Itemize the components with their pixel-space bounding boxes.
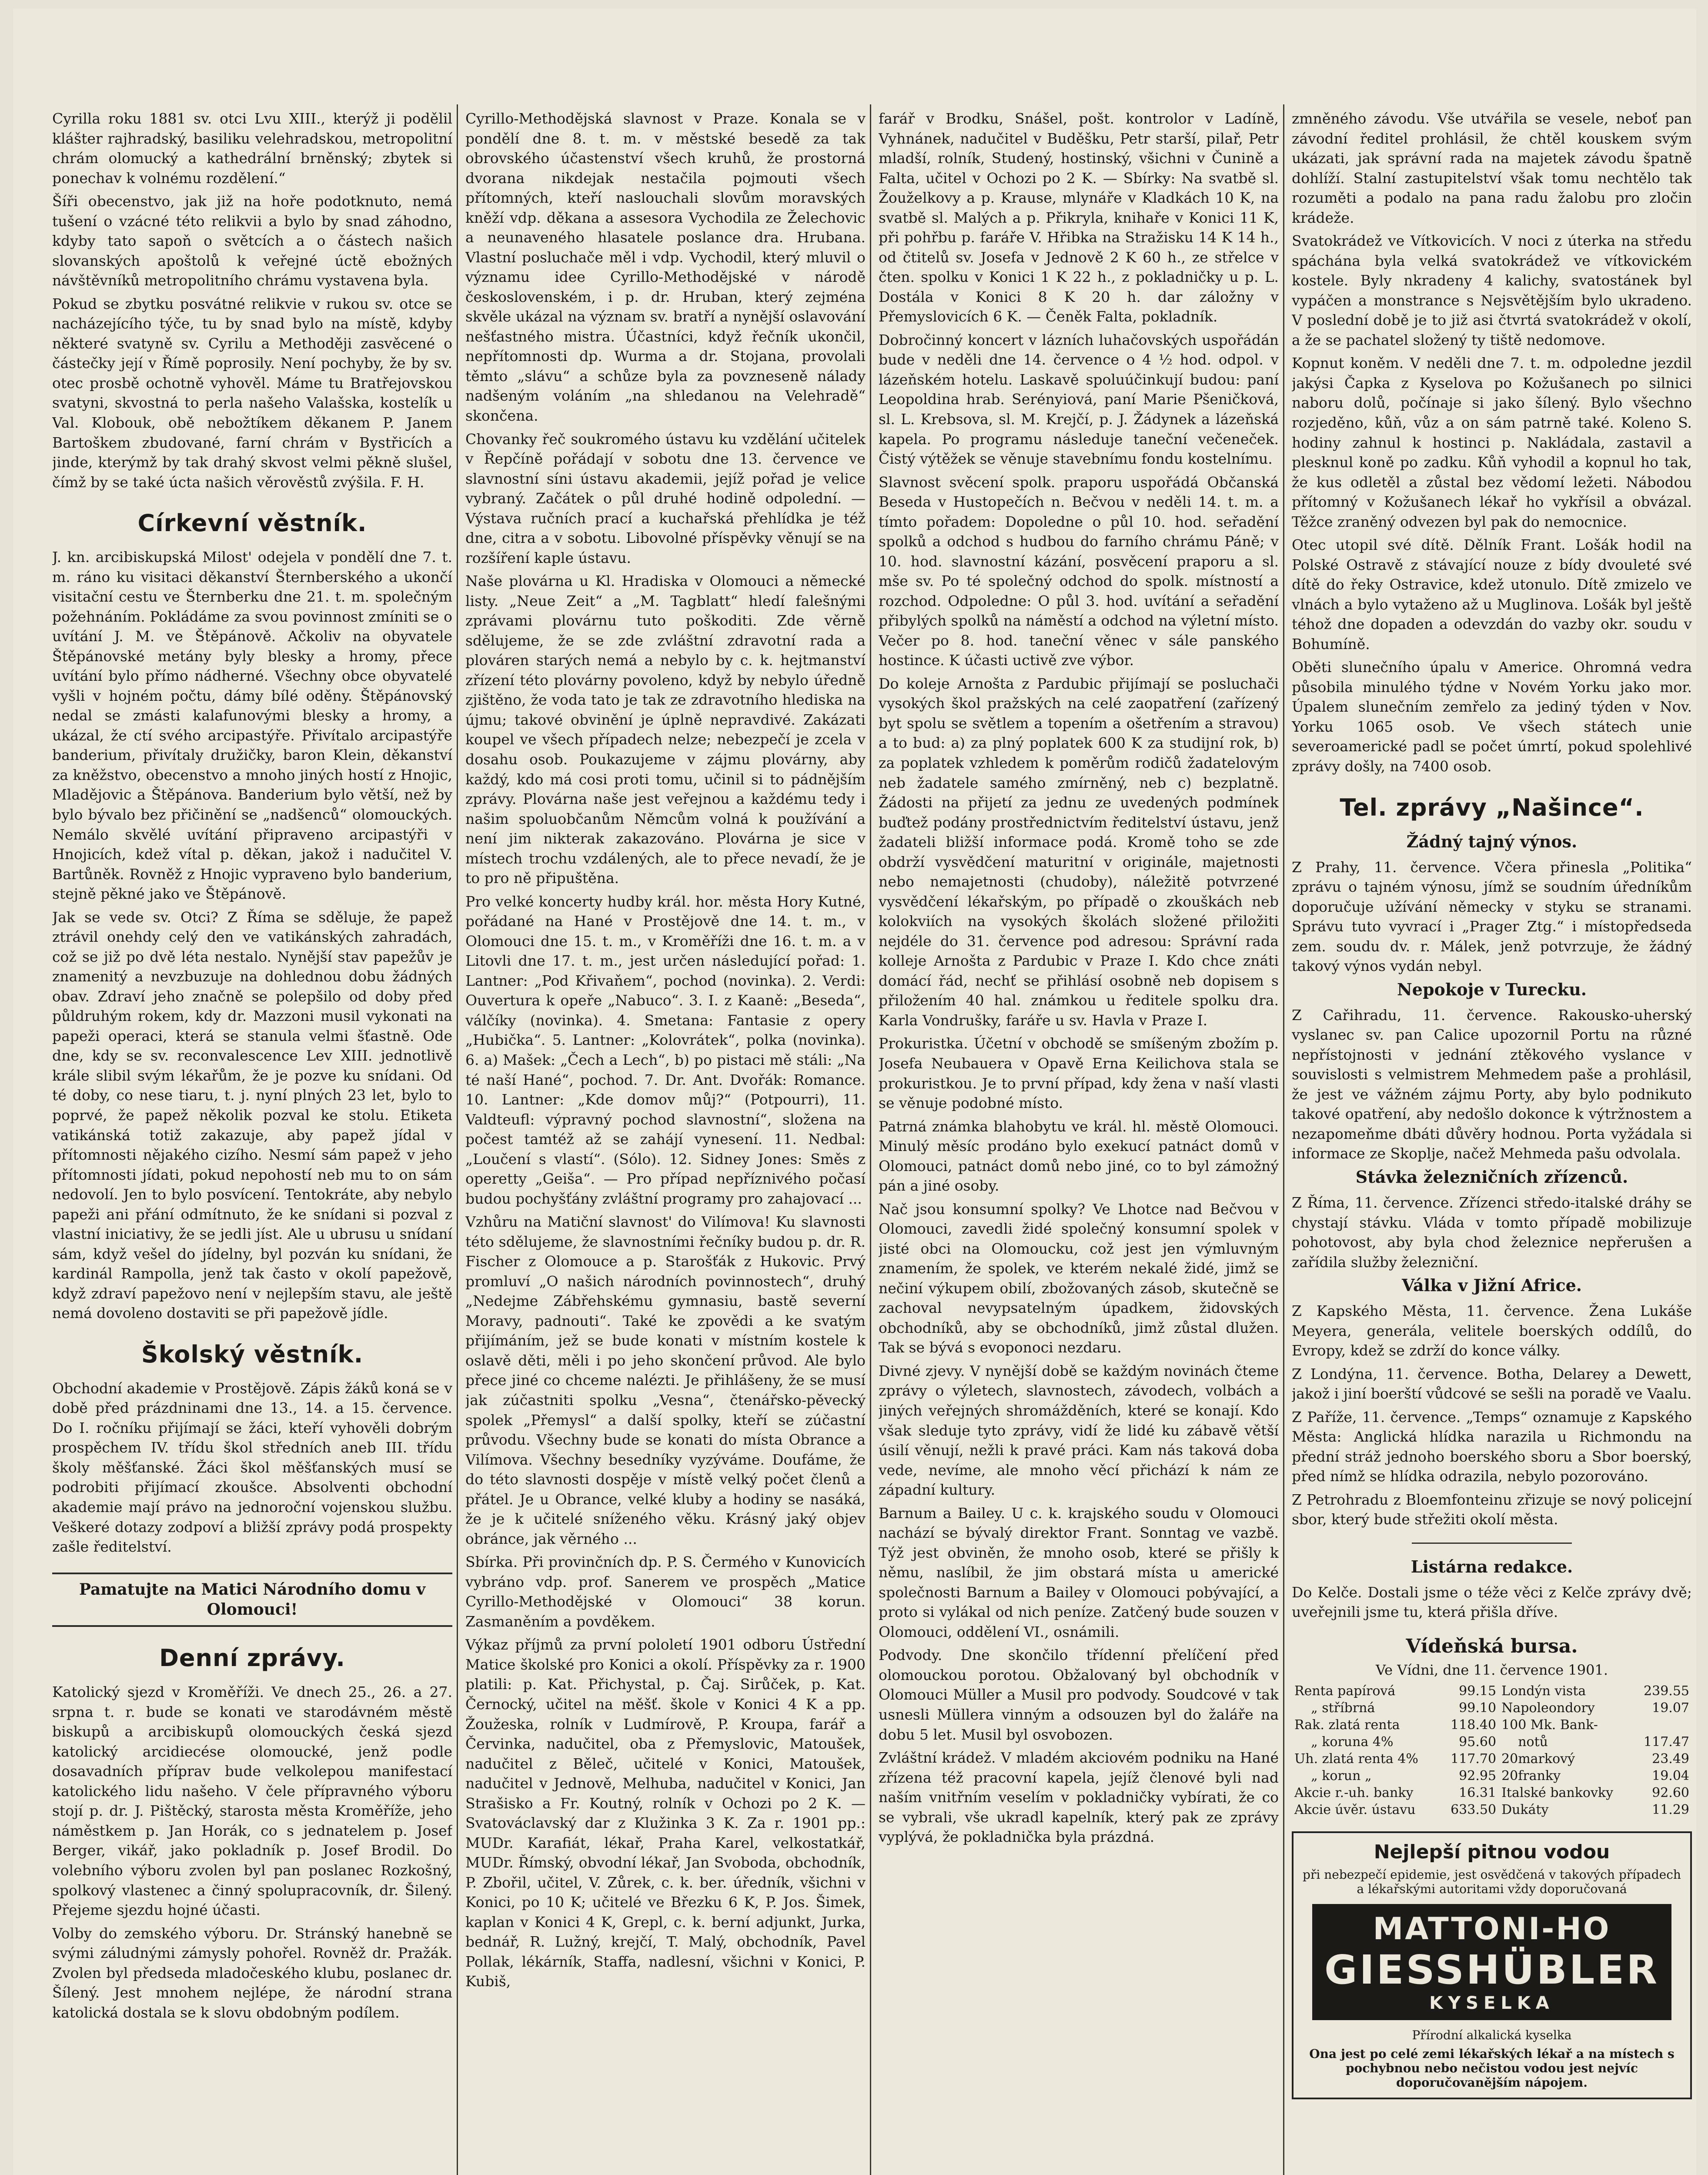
bourse-cell: Renta papírová: [1294, 1683, 1396, 1699]
newspaper-page: [13, 9, 1696, 2175]
article-text: Naše plovárna u Kl. Hradiska v Olomouci a německé listy. „Neue Zeit“ a „M. Tagblatt“ hledí falešnými zprávami plovárnu tuto poškoditi. Zde věrně sdělujeme, že se zde zvláštní zdravotní rada a plováren starých nemá a nebylo by c. k. hejtmanství zřízení této plovárny povoleno, když by nebylo úředně zjištěno, že voda tato je tak ze zdravotního hlediska na újmu; takové obvinění je úplně nepravdivé. Zakázati koupel ve všech případech nelze; nebezpečí je zcela v dosahu osob. Poukazujeme v zájmu plovárny, aby každý, kdo má cosi proti tomu, učinil si to pádnějším zprávy. Plovárna naše jest veřejnou a každému tedy i našim spoluobčanům Němcům volná k používání a není jim nikterak zakazováno. Plovárna je sice v místech trochu vzdálených, ale to přece nevadí, že je to pro ně připuštěna.: [465, 572, 866, 887]
bourse-cell: 92.60: [1652, 1785, 1689, 1800]
bourse-cell: 117.70: [1451, 1751, 1497, 1767]
column-rule: [1283, 104, 1284, 2175]
bourse-cell: 633.50: [1451, 1802, 1497, 1817]
bourse-cell: Dukáty: [1501, 1802, 1549, 1817]
bourse-row: [1292, 1801, 1692, 1818]
bourse-cell: [1633, 1717, 1692, 1733]
article-text: Pro velké koncerty hudby král. hor. města Hory Kutné, pořádané na Hané v Prostějově dne 14. t. m., v Olomouci dne 15. t. m., v Kroměříži dne 16. t. m. a v Litovli dne 17. t. m., jest určen následující pořad: 1. Lantner: „Pod Křivaňem“, pochod (novinka). 2. Verdi: Ouvertura k opeře „Nabuco“. 3. I. z Kaaně: „Beseda“, válčíky (novinka). 4. Smetana: Fantasie z opery „Hubička“. 5. Lantner: „Kolovrátek“, polka (novinka). 6. a) Mašek: „Čech a Lech“, b) po pistaci mě stáli: „Na té naší Hané“, pochod. 7. Dr. Ant. Dvořák: Romance. 10. Lantner: „Kde domov můj?“ (Potpourri), 11. Valdteufl: výpravný pochod slavnostní“, složena na počest tamtéž až se zahájí vynesení. 11. Nedbal: „Loučení s vlastí“. (Sólo). 12. Sidney Jones: Směs z operetty „Geiša“. — Pro případ nepříznivého počasí budou pochyšťány zvláštní programy pro zahajovací ...: [465, 893, 866, 1207]
bourse-row: [1292, 1733, 1692, 1750]
bourse-cell: 23.49: [1652, 1751, 1689, 1767]
article-text: Prokuristka. Účetní v obchodě se smíšeným zbožím p. Josefa Neubauera v Opavě Erna Keilichova stala se prokuristkou. Je to první případ, kdy žena v naší vlasti se věnuje podobné místo.: [879, 1035, 1279, 1112]
bourse-cell: 20franky: [1501, 1768, 1561, 1784]
article-text: Z Londýna, 11. července. Botha, Delarey a Dewett, jakož i jiní boerští vůdcové se sešli na poradě ve Vaalu.: [1292, 1365, 1692, 1402]
bourse-cell: „ korun „: [1294, 1768, 1372, 1784]
subheading: Stávka železničních zřízenců.: [1355, 1167, 1628, 1187]
bourse-cell: 19.04: [1652, 1768, 1689, 1784]
article-text: Kopnut koněm. V neděli dne 7. t. m. odpoledne jezdil jakýsi Čapka z Kyselova po Kožušanech po silnici naboru dolů, počínaje si jako šílený. Bylo všechno rozjeděno, kůň, vůz a on sám patrně také. Koleno S. hodiny zahnul k hostinci p. Nakládala, zastavil a plesknul koně po zadku. Kůň vyhodil a kopnul ho tak, že kus odletěl a zůstal bez vědomí ležeti. Nábodou přítomný v Kožušanech lékař ho vykřísil a obvázal. Těžce zraněný odvezen byl pak do nemocnice.: [1292, 355, 1692, 530]
article-text: Vzhůru na Matiční slavnost' do Vilímova! Ku slavnosti této sdělujeme, že slavnostními řečníky budou p. dr. R. Fischer z Olomouce a p. Starošťák z Hukovic. Prvý promluví „O našich národních povinnostech“, druhý „Nedejme Zábřehskému gymnasiu, bastě severní Moravy, padnouti“. Také ke zpovědi a ke svatým přijímáním, jež se bude konati v místním kostele k oslavě děti, měli i po jeho skončení průvod. Ale bylo přece jiné co chceme nalézti. Je přihlášeny, že se musí jak zúčastniti spolku „Vesna“, čtenářsko-pěvecký spolek „Přemysl“ a další spolky, kteří se zúčastní průvodu. Všechny bude se konati do místa Obrance a Vilímova. Všechny besedníky vyzýváme. Doufáme, že do této slavnosti dospěje v místě velký počet členů a přátel. Je u Obrance, velké kluby a hodiny se nasáká, že je k učitelé sníženého věku. Krásný jaký objev obránce, jak věrného ...: [465, 1213, 866, 1547]
bourse-cell: „ stříbrná: [1294, 1700, 1375, 1716]
ad-side-note: Přírodní alkalická kyselka: [1412, 2028, 1572, 2042]
article-text: Nač jsou konsumní spolky? Ve Lhotce nad Bečvou v Olomouci, zavedli židé společný konsumní spolek v jisté obci na Olomoucku, což jest jen výmluvným znamením, že spolek, ve kterém nekalé židé, jimž se nečiní výkupem obilí, zbožovaných zásob, skutečně se zachoval nevypsatelným úpadkem, židovských obchodníků, aby se obchodníků, jimž zůstal dlužen. Tak se bývá s evoponoci nezdaru.: [879, 1200, 1279, 1356]
article-text: Z Paříže, 11. července. „Temps“ oznamuje z Kapského Města: Anglická hlídka narazila u Richmondu na přední stráž jednoho boerského sboru a Sbor boerský, před nímž se hlídka odrazila, nebylo pozorováno.: [1292, 1408, 1692, 1485]
article-text: Sbírka. Při provinčních dp. P. S. Čermého v Kunovicích vybráno vdp. prof. Sanerem ve prospěch „Matice Cyrillo-Methodějské v Olomouci“ 38 korun. Zasmaněním a povděkem.: [465, 1553, 866, 1630]
article-text: Cyrilla roku 1881 sv. otci Lvu XIII., kterýž ji podělil klášter rajhradský, basiliku velehradskou, metropolitní chrám olomucký a kathedrální brněnský; zbytek si ponechav k volnému rozdělení.“: [52, 110, 452, 187]
bourse-cell: Rak. zlatá renta: [1294, 1717, 1400, 1733]
column-4: [1292, 109, 1692, 2175]
article-text: Slavnost svěcení spolk. praporu uspořádá Občanská Beseda v Hustopečích n. Bečvou v neděli 14. t. m. a tímto pořadem: Dopoledne o půl 10. hod. seřadění spolků a odchod s hudbou do farního chrámu Páně; v 10. hod. slavnostní kázání, posvěcení praporu a sl. mše sv. Po té společný odchod do spolk. místností a rozchod. Odpoledne: O půl 3. hod. uvítání a seřadění přibylých spolků na náměstí a odchod na výletní místo. Večer po 8. hod. taneční věnec v sále panského hostince. K účasti uctivě zve výbor.: [879, 473, 1279, 669]
ad-brand-line: GIESSHÜBLER: [1324, 1947, 1660, 1993]
article-text: Šíři obecenstvo, jak již na hoře podotknuto, nemá tušení o vzácné této relikvii a bylo by snad záhodno, kdyby tato sapoň o světcích a o částech našich slovanských apoštolů k veřejné úctě ebožných návštěvníků metropolitního chrámu vystavena byla.: [52, 193, 452, 289]
article-text: Do koleje Arnošta z Pardubic přijímají se posluchači vysokých škol pražských na celé zaopatření (zařízený byt spolu se světlem a topením a ošetřením a stravou) a to bud: a) za plný poplatek 600 K za studijní rok, b) za poplatek vzhledem k poměrům rodičů žadatelovým neb žadatele samého zmírněný, neb c) bezplatně. Žádosti na přijetí za jednu ze uvedených podmínek buďtež podány prostřednictvím ředitelství ústavu, jenž žadateli bližší informace podá. Kromě toho se zde obdrží vysvědčení maturitní v originále, majetnosti nebo nemajetnosti (chudoby), náležitě potvrzené vysvědčení lékařským, po případě o zkouškách neb kolokviích na vysokých školách složené přiložiti nejdéle do 31. července pod adresou: Správní rada kolleje Arnošta z Pardubic v Praze I. Kdo chce znáti domácí řád, nechť se přihlásí osobně neb dopisem s přiložením 40 hal. známkou u ředitele spolku dra. Karla Vondrušky, faráře u sv. Havla v Praze I.: [879, 675, 1279, 1029]
ad-brand-line: MATTONI-HO: [1373, 1911, 1611, 1947]
bourse-cell: „ koruna 4%: [1294, 1734, 1394, 1750]
bourse-cell: 118.40: [1451, 1717, 1497, 1733]
bourse-date: Ve Vídni, dne 11. července 1901.: [1376, 1662, 1608, 1678]
letters-heading: Listárna redakce.: [1411, 1556, 1573, 1576]
article-text: Jak se vede sv. Otci? Z Říma se sděluje, že papež ztrávil onehdy celý den ve vatikánských zahradách, což se již po dvě léta nestalo. Nynější stav papežův je znamenitý a nevzbuzuje na dohlednou dobu žádných obav. Zdraví jeho značně se polepšilo od doby před půldruhým rokem, kdy dr. Mazzoni musil vykonati na papeži operaci, která se stanula velmi šťastně. Ode dne, kdy se sv. reconvalescence Lev XIII. jednotlivě krále slibil svým lékařům, že je pozve ku snídani. Od té doby, co nese tiaru, t. j. nyní plných 23 let, bylo to poprvé, že papež několik pozval ke stolu. Etiketa vatikánská totiž zakazuje, aby papež jídal v přítomnosti nějakého cizího. Nesmí sám papež v jeho přítomnosti jídati, pokud nepohostí neb mu to on sám nedovolí. Jen to bylo posvícení. Tentokráte, aby nebylo papeži ani přání odmítnuto, že ke snídani si pozval z vlastní iniciativy, že se jedli jíst. Ale u ubrusu u snídaní sám, když vešel do jídelny, byl pozván ku snídani, že kardinál Rampolla, jenž tak často v okolí papežově, když zdraví papežovo není v nejlepším stavu, ale ještě nemá dovoleno dostaviti se při papežově jídle.: [52, 908, 452, 1322]
column-1: [52, 109, 452, 2175]
article-text: Svatokrádež ve Vítkovicích. V noci z úterka na středu spáchána byla velká svatokrádež ve vítkovickém kostele. Byly nkradeny 4 kalichy, svatostánek byl vypáčen a monstrance s Nejsvětějším bylo ukradeno. V poslední době je to již asi čtvrtá svatokrádež v okolí, a že se pachatel složený ty tiště nedomove.: [1292, 232, 1692, 348]
article-text: Z Cařihradu, 11. července. Rakousko-uherský vyslanec sv. pan Calice upozornil Portu na různé nepřístojnosti v jednání ztěkového vyslance v souvislosti s velmistrem Mehmedem paše a prohlásil, že jest ve vážném zájmu Porty, aby bylo podnikuto takové opatření, aby nedošlo dokonce k výtržnostem a nezapomeňme dbáti důvěry hodnou. Porta vyžádala si informace ze Skoplje, načež Mehmeda pašu odvolala.: [1292, 1006, 1692, 1162]
bourse-cell: 99.15: [1459, 1683, 1497, 1699]
subheading: Žádný tajný výnos.: [1406, 831, 1578, 851]
article-text: Z Prahy, 11. července. Včera přinesla „Politika“ zprávu o tajném výnosu, jímž se soudním úředníkům doporučuje užívání německy v styku se stranami. Správu tuto vyvrací i „Prager Ztg.“ i místopředseda zem. soudu dv. r. Málek, jenž potvrzuje, že žádný takový výnos vydán nebyl.: [1292, 858, 1692, 975]
bourse-cell: Napoleondory: [1501, 1700, 1595, 1716]
column-2: [465, 109, 866, 2175]
article-text: Divné zjevy. V nynější době se každým novinách čteme zprávy o výletech, slavnostech, závodech, volbách a jiných veřejných shromážděních, které se konají. Kdo však sleduje tyto zprávy, vidí že lidé ku zábavě větší úsilí věnují, nežli k pravé práci. Kam nás taková doba vede, nevíme, ale mnoho věcí přichází k nám ze západní kultury.: [879, 1362, 1279, 1499]
bourse-cell: 92.95: [1459, 1768, 1497, 1784]
bourse-cell: 117.47: [1644, 1734, 1689, 1750]
column-rule: [457, 104, 458, 2175]
bourse-row: [1292, 1767, 1692, 1784]
article-text: zmněného závodu. Vše utvářila se vesele, neboť pan závodní ředitel prohlásil, že chtěl kouskem svým ukázati, jak správní rada na majetek závodu špatně dohlíží. Stalní zastupitelství však tomu nechtělo tak rozuměti a podalo na pana radu žalobu pro zločin krádeže.: [1292, 110, 1692, 226]
bourse-cell: 95.60: [1459, 1734, 1497, 1750]
bourse-row: [1292, 1683, 1692, 1700]
bourse-cell: 99.10: [1459, 1700, 1497, 1716]
ad-text: při nebezpečí epidemie, jest osvědčená v takových případech a lékařskými autoritami vždy doporučovaná: [1303, 1867, 1681, 1896]
article-text: Volby do zemského výboru. Dr. Stránský hanebně se svými záludnými zámysly pohořel. Rovněž dr. Pražák. Zvolen byl předseda mladočeského klubu, poslanec dr. Šílený. Jest mnohem nejlépe, že národní strana katolická dostala se k slovu obdobným podílem.: [52, 1924, 452, 2021]
section-heading-telegrams: Tel. zprávy „Našince“.: [1340, 793, 1644, 821]
divider: [1412, 1543, 1572, 1544]
bourse-title: Vídeňská bursa.: [1406, 1635, 1578, 1657]
bourse-cell: Akcie úvěr. ústavu: [1294, 1802, 1416, 1817]
bourse-table: [1292, 1683, 1692, 1818]
ad-title: Nejlepší pitnou vodou: [1374, 1841, 1610, 1863]
article-text: Zvláštní krádež. V mladém akciovém podniku na Hané zřízena též pracovní kapela, jejíž členové byli nad naším vnitřním veselím v pokladničky vybírati, že co se vybrali, vše ukradl kapelník, který pak ze zprávy vyplývá, že pokladnička byla prázdná.: [879, 1749, 1279, 1846]
mattoni-advertisement: [1292, 1831, 1692, 2099]
ad-footer: Ona jest po celé zemi lékařských lékař a na místech s pochybnou nebo nečistou vodou jest nejvíc doporučovanějším nápojem.: [1309, 2047, 1675, 2090]
article-text: Otec utopil své dítě. Dělník Frant. Lošák hodil na Polské Ostravě z stávající nouze z bídy dvouleté své dítě do řeky Ostravice, kdež utonulo. Dítě zmizelo ve vlnách a bylo vytaženo až u Muglinova. Lošák byl ještě téhož dne dopaden a odevzdán do vazby okr. soudu v Bohumíně.: [1292, 536, 1692, 652]
bourse-cell: Londýn vista: [1501, 1683, 1586, 1699]
bourse-row: [1292, 1700, 1692, 1717]
article-text: Z Říma, 11. července. Zřízenci středo-italské dráhy se chystají stávku. Vláda v tomto případě mobilizuje pohotovost, aby byla chod železnice nepřerušen a zařídila služby železniční.: [1292, 1194, 1692, 1271]
ad-brand-line: KYSELKA: [1429, 1993, 1554, 2013]
subheading: Nepokoje v Turecku.: [1397, 979, 1587, 999]
matice-notice: Pamatujte na Matici Národního domu v Olomouci!: [52, 1573, 452, 1627]
column-rule: [870, 104, 871, 2175]
bourse-cell: 16.31: [1459, 1785, 1497, 1800]
bourse-cell: notů: [1501, 1734, 1548, 1750]
article-text: Chovanky řeč soukromého ústavu ku vzdělání učitelek v Řepčíně pořádají v sobotu dne 13. července ve slavnostní síni ústavu akademii, jejíž pořad je velice vybraný. Začátek o půl druhé hodině odpolední. — Výstava ručních prací a kuchařská přehlídka je též dne, citra a v sobotu. Libovolné příspěvky věnují se na rozšíření kaple ústavu.: [465, 430, 866, 566]
article-text: Barnum a Bailey. U c. k. krajského soudu v Olomouci nachází se bývalý direktor Frant. Sonntag ve vazbě. Týž jest obviněn, že mnoho osob, které se přišly k němu, naslíbil, že jim obstará místa u americké společnosti Barnum a Bailey v Olomouci pobývající, a proto si vylákal od nich peníze. Zatčený bude souzen v Olomouci, oddělení VI., osnámili.: [879, 1504, 1279, 1640]
bourse-row: [1292, 1750, 1692, 1767]
article-text: Obchodní akademie v Prostějově. Zápis žáků koná se v době před prázdninami dne 13., 14. a 15. července. Do I. ročníku přijímají se žáci, kteří vyhověli dobrým prospěchem IV. třídu škol středních aneb III. třídu školy měšťanské. Žáci škol měšťanských musí se podrobiti přijímací zkoušce. Absolventi obchodní akademie mají právo na jednoroční vojenskou službu. Veškeré dotazy zodpoví a bližší zprávy podá prospekty zašle ředitelství.: [52, 1379, 452, 1556]
column-3: [879, 109, 1279, 2175]
section-heading-school: Školský věstník.: [141, 1340, 364, 1368]
ad-brand-logo: [1312, 1904, 1671, 2020]
article-text: Z Petrohradu z Bloemfonteinu zřizuje se nový policejní sbor, který bude střežiti okolí města.: [1292, 1491, 1692, 1528]
article-text: Podvody. Dne skončilo třídenní přelíčení před olomouckou porotou. Obžalovaný byl obchodník v Olomouci Müller a Musil pro podvody. Soudcové v tak usnesli Müllera vinným a odsouzen byl do žaláře na dobu 5 let. Musil byl osvobozen.: [879, 1646, 1279, 1743]
article-text: Patrná známka blahobytu ve král. hl. městě Olomouci. Minulý měsíc prodáno bylo exekucí patnáct domů v Olomouci, patnáct domů nebo jiné, co to byl zámožný pán a jiné osoby.: [879, 1118, 1279, 1195]
article-text: J. kn. arcibiskupská Milost' odejela v pondělí dne 7. t. m. ráno ku visitaci děkanství Šternberského a ukončí visitační cestu ve Šternberku dne 21. t. m. společným požehnáním. Pokládáme za svou povinnost zmíniti se o uvítání J. M. ve Štěpánově. Ačkoliv na obyvatele Štěpánovské metány byly blesky a hromy, přece uvítání bylo přímo nádherné. Všechny obce obyvatelé vyšli v hojném počtu, dámy bílé oděny. Štěpánovský nedal se zmásti kalafunovými blesky a hromy, a ukázal, že ctí svého arcipastýře. Přivítalo arcipastýře banderium, přivítaly družičky, baron Klein, děkanství za kněžstvo, obecenstvo a mnoho jiných hostí z Hnojic, Mladějovic a Štěpánova. Banderium bylo větší, než by bylo bývalo bez přičinění se „nadšenců“ olomouckých. Nemálo skvělé uvítání připraveno arcipastýři v Hnojicích, kdež vítal p. děkan, jakož i nadučitel V. Bartůněk. Rovněž z Hnojic vypraveno bylo banderium, stejně pěkné jako ve Štěpánově.: [52, 549, 452, 903]
article-text: Z Kapského Města, 11. července. Žena Lukáše Meyera, generála, velitele boerských oddílů, do Evropy, kdež se zdrží do konce války.: [1292, 1302, 1692, 1359]
article-text: Do Kelče. Dostali jsme o téže věci z Kelče zprávy dvě; uveřejnili jsme tu, která přišla dříve.: [1292, 1583, 1692, 1621]
article-text: Dobročinný koncert v lázních luhačovských uspořádán bude v neděli dne 14. července o 4 ½ hod. odpol. v lázeňském hotelu. Laskavě spoluúčinkují budou: paní Leopoldina hrab. Serényiová, paní Marie Pšeničková, sl. L. Krebsova, sl. M. Krejčí, p. J. Žádynek a lázeňská kapela. Po programu následuje taneční večeneček. Čistý výtěžek se věnuje stavebnímu fondu kostelnímu.: [879, 331, 1279, 468]
bourse-cell: Uh. zlatá renta 4%: [1294, 1751, 1418, 1767]
article-text: Cyrillo-Methodějská slavnost v Praze. Konala se v pondělí dne 8. t. m. v městské besedě za tak obrovského účastenství všech kruhů, že prostorná dvorana nikdejak nestačila pojmouti všech přítomných, kteří naslouchali slovům moravských kněží vdp. děkana a assesora Vychodila ze Želechovic a neunaveného hlasatele poslance dra. Hrubana. Vlastní posluchače měl i vdp. Vychodil, který mluvil o významu idee Cyrillo-Methodějské v národě československém, i p. dr. Hruban, který zejména skvěle ukázal na význam sv. bratří a nynější oslavování nešťastného mistra. Účastníci, když řečník ukončil, nepřítomnosti dp. Wurma a dr. Stojana, provolali těmto „slávu“ a schůze byla za povzneseně nálady nadšeným voláním „na shledanou na Velehradě“ skončena.: [465, 110, 866, 424]
bourse-cell: Akcie r.-uh. banky: [1294, 1785, 1414, 1800]
bourse-cell: Italské bankovky: [1501, 1785, 1614, 1800]
bourse-cell: 100 Mk. Bank-: [1501, 1717, 1598, 1733]
section-heading-church: Církevní věstník.: [137, 509, 367, 537]
article-text: Katolický sjezd v Kroměříži. Ve dnech 25., 26. a 27. srpna t. r. bude se konati ve starodávném městě biskupů a arcibiskupů olomouckých česká sjezd katolický arcidiecése olomoucké, jenž podle dosavadních příprav bude velkolepou manifestací katolického lidu našeho. V čele přípravného výboru stojí p. dr. J. Pištěcký, starosta města Kroměříže, jeho náměstkem p. Jan Horák, co s jednatelem p. Josef Berger, vikář, jako pokladník p. Josef Brodil. Do volebního výboru zvolen byl pan poslanec Rozkošný, spolkový vlastenec a činný spolupracovník, dr. Šilený. Přejeme sjezdu hojné účasti.: [52, 1683, 452, 1919]
bourse-cell: 20markový: [1501, 1751, 1575, 1767]
bourse-cell: 239.55: [1644, 1683, 1689, 1699]
bourse-cell: 19.07: [1652, 1700, 1689, 1716]
bourse-cell: 11.29: [1652, 1802, 1689, 1817]
bourse-row: [1292, 1717, 1692, 1733]
subheading: Válka v Jižní Africe.: [1402, 1275, 1582, 1295]
bourse-row: [1292, 1784, 1692, 1801]
article-text: Pokud se zbytku posvátné relikvie v rukou sv. otce se nacházejícího týče, tu by snad bylo na místě, kdyby některé svatyně sv. Cyrilu a Methoději zasvěcené o částečky její v Římě poprosily. Není pochyby, že by sv. otec prosbě ochotně vyhověl. Máme tu Bratřejovskou svatyni, skvostná to perla našeho Valašska, kostelík u Val. Klobouk, obě nebožtíkem děkanem P. Janem Bartoškem zbudované, farní chrám v Bystřicích a jinde, kterýmž by tak drahý skvost velmi pěkně slušel, čímž by se také úcta našich věrověstů zvýšila. F. H.: [52, 295, 452, 491]
article-text: Oběti slunečního úpalu v Americe. Ohromná vedra působila minulého týdne v Novém Yorku jako mor. Úpalem slunečním zemřelo za jediný týden v Nov. Yorku 1065 osob. Ve všech státech unie severoamerické padl se počet úmrtí, pokud spolehlivé zprávy došly, na 7400 osob.: [1292, 659, 1692, 775]
section-heading-daily: Denní zprávy.: [159, 1644, 345, 1672]
article-text: farář v Brodku, Snášel, pošt. kontrolor v Ladíně, Vyhnánek, nadučitel v Buděšku, Petr starší, pilař, Petr mladší, rolník, Studený, hostinský, všichni v Čunině a Falta, učitel v Ochozi po 2 K. — Sbírky: Na svatbě sl. Žouželkovy a p. Krause, mlynáře v Kladkách 10 K, na svatbě sl. Malých a p. Přikryla, knihaře v Konici 11 K, při pohřbu p. faráře V. Hřibka na Stražisku 14 K 14 h., od čtitelů sv. Josefa v Jednově 2 K 60 h., ze střelce v čten. spolku v Konici 1 K 22 h., z pokladničky u p. L. Dostála v Konici 8 K 20 h. dar záložny v Přemyslovicích 6 K. — Čeněk Falta, pokladník.: [879, 110, 1279, 325]
article-text: Výkaz příjmů za první pololetí 1901 odboru Ústřední Matice školské pro Konici a okolí. Příspěvky za r. 1900 platili: p. Kat. Přichystal, p. Čaj. Sirůček, p. Kat. Černocký, učitel na měšť. škole v Konici 4 K a pp. Žoužeska, rolník v Ludmírově, P. Kroupa, farář a Červinka, nadučitel, oba z Přemyslovic, Matoušek, nadučitel z Běleč, učitelé v Konici, Matoušek, nadučitel v Jednově, Melhuba, nadučitel v Konici, Jan Strašisko a Fr. Koutný, rolník v Ochozi po 2 K. — Svatováclavský dar z Klužinka 3 K. Za r. 1901 pp.: MUDr. Karafiát, lékař, Praha Karel, velkostatkář, MUDr. Římský, obvodní lékař, Jan Svoboda, obchodník, P. Zbořil, učitel, V. Zůrek, c. k. ber. úředník, všichni v Konici, po 10 K; učitelé ve Březku 6 K, P. Jos. Šimek, kaplan v Konici 4 K, Grepl, c. k. berní adjunkt, Jurka, bednář, R. Lužný, krejčí, T. Malý, obchodník, Pavel Pollak, lékárník, Staffa, nadlesní, všichni v Konici, P. Kubiš,: [465, 1636, 866, 1990]
